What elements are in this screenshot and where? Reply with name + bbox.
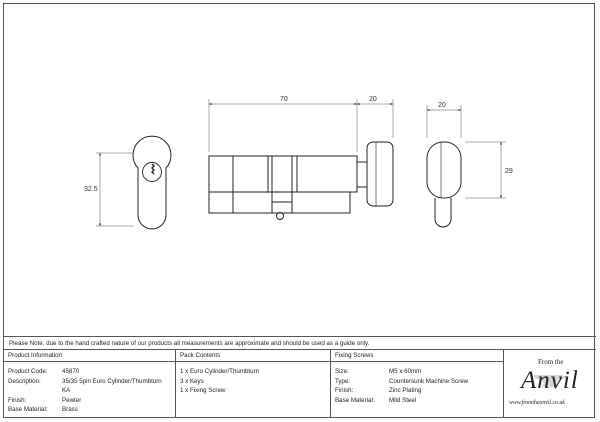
body-length-label: 70 xyxy=(280,96,288,103)
info-row: Description: 35/35 5pin Euro Cylinder/Thumbturn xyxy=(8,377,162,385)
thumbturn-neck xyxy=(357,162,367,187)
cam xyxy=(272,192,292,202)
info-row: Base Material: Brass xyxy=(8,406,78,413)
drawing-sheet xyxy=(3,3,595,418)
profile-height-label: 32.5 xyxy=(84,186,98,193)
thumbturn-end-stem xyxy=(435,198,451,227)
cylinder-side-view xyxy=(209,142,393,220)
info-row: Base Material: Mild Steel xyxy=(335,396,417,404)
fixing-hole xyxy=(277,213,284,220)
info-row: Finish: Zinc Plating xyxy=(335,387,422,394)
side-height-label: 29 xyxy=(505,168,513,175)
profile-outline xyxy=(133,136,171,229)
info-row: Product Code: 45870 xyxy=(8,368,80,375)
end-view-dimensions xyxy=(427,105,506,198)
pack-contents-panel xyxy=(176,350,331,418)
fixing-screws-panel xyxy=(331,350,504,418)
pack-contents-heading: Pack Contents xyxy=(176,350,330,362)
info-row: Finish: Pewter xyxy=(8,396,82,404)
technical-drawing xyxy=(4,4,596,336)
info-row: Type: Countersunk Machine Screw xyxy=(335,377,469,385)
thumbturn-knob xyxy=(367,142,393,206)
thumbturn-length-label: 20 xyxy=(369,96,377,103)
from-the-anvil-logo xyxy=(504,350,596,418)
pack-item: 1 x Euro Cylinder/Thumbturn xyxy=(180,368,260,375)
pack-item: 1 x Fixing Screw xyxy=(180,387,226,394)
pack-item: 3 x Keys xyxy=(180,377,204,385)
thumbturn-end-view xyxy=(427,142,461,227)
length-dimensions xyxy=(209,99,393,152)
disclaimer-note: Please Note, due to the hand crafted nature of our products all measurements are approximate and should be used as a guide only. xyxy=(4,336,596,350)
keyway xyxy=(152,164,154,174)
logo-url-text: www.fromtheanvil.co.uk xyxy=(509,400,565,406)
info-row: Size: M5 x 60mm xyxy=(335,368,422,375)
profile-height-dimension xyxy=(96,153,134,226)
side-width-label: 20 xyxy=(438,102,446,109)
logo-brand-text: Anvil xyxy=(521,367,579,394)
fixing-screws-heading: Fixing Screws xyxy=(331,350,503,362)
logo-from-text: From the xyxy=(538,358,564,366)
product-information-panel xyxy=(4,350,176,418)
info-row: KA xyxy=(62,387,71,394)
cylinder-body xyxy=(209,156,357,192)
thumbturn-end-outline xyxy=(427,142,461,198)
product-information-heading: Product Information xyxy=(4,350,175,362)
cylinder-profile-view xyxy=(133,136,171,229)
